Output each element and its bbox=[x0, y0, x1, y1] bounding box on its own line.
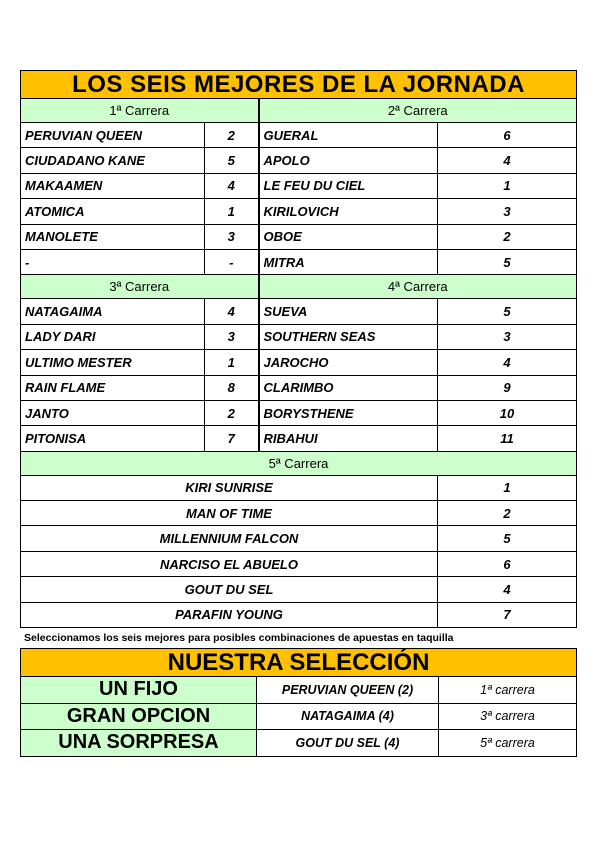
horse-number: 5 bbox=[438, 526, 577, 551]
race-5-header: 5ª Carrera bbox=[21, 451, 577, 475]
page-title: LOS SEIS MEJORES DE LA JORNADA bbox=[21, 71, 577, 99]
table-row bbox=[21, 526, 577, 551]
horse-name: BORYSTHENE bbox=[259, 400, 438, 425]
horse-name: LE FEU DU CIEL bbox=[259, 173, 438, 198]
table-row bbox=[21, 199, 577, 224]
table-row bbox=[21, 375, 577, 400]
horse-name: LADY DARI bbox=[21, 324, 205, 349]
table-row bbox=[21, 426, 577, 451]
horse-number: 2 bbox=[438, 224, 577, 249]
horse-name: KIRI SUNRISE bbox=[21, 475, 438, 500]
selection-table bbox=[20, 648, 577, 757]
horse-number: 9 bbox=[438, 375, 577, 400]
race-4-header: 4ª Carrera bbox=[259, 275, 577, 299]
selection-row bbox=[21, 730, 577, 757]
table-row bbox=[21, 475, 577, 500]
horse-number: 2 bbox=[205, 123, 259, 148]
table-row bbox=[21, 501, 577, 526]
horse-number: 1 bbox=[438, 173, 577, 198]
horse-number: 1 bbox=[438, 475, 577, 500]
horse-number: 3 bbox=[438, 324, 577, 349]
selection-label: UNA SORPRESA bbox=[21, 730, 257, 757]
selection-label: UN FIJO bbox=[21, 677, 257, 704]
races-1-2-body bbox=[21, 123, 577, 275]
horse-number: 5 bbox=[438, 249, 577, 274]
table-row bbox=[21, 551, 577, 576]
horse-name: PERUVIAN QUEEN bbox=[21, 123, 205, 148]
selection-row bbox=[21, 703, 577, 730]
horse-name: RIBAHUI bbox=[259, 426, 438, 451]
horse-name: CLARIMBO bbox=[259, 375, 438, 400]
table-row bbox=[21, 577, 577, 602]
horse-name: GOUT DU SEL bbox=[21, 577, 438, 602]
table-row bbox=[21, 324, 577, 349]
horse-number: 6 bbox=[438, 551, 577, 576]
selection-row bbox=[21, 677, 577, 704]
selection-title: NUESTRA SELECCIÓN bbox=[21, 649, 577, 677]
horse-number: 8 bbox=[205, 375, 259, 400]
horse-name: ATOMICA bbox=[21, 199, 205, 224]
horse-number: 5 bbox=[438, 299, 577, 324]
horse-name: ULTIMO MESTER bbox=[21, 350, 205, 375]
horse-name: MAKAAMEN bbox=[21, 173, 205, 198]
horse-name: PITONISA bbox=[21, 426, 205, 451]
horse-name: MITRA bbox=[259, 249, 438, 274]
horse-name: PARAFIN YOUNG bbox=[21, 602, 438, 627]
picks-table bbox=[20, 70, 577, 628]
horse-name: JAROCHO bbox=[259, 350, 438, 375]
table-row bbox=[21, 602, 577, 627]
horse-number: 7 bbox=[205, 426, 259, 451]
table-row bbox=[21, 148, 577, 173]
horse-number: 10 bbox=[438, 400, 577, 425]
race-5-body bbox=[21, 475, 577, 627]
horse-number: 3 bbox=[205, 324, 259, 349]
table-row bbox=[21, 299, 577, 324]
horse-number: 4 bbox=[438, 148, 577, 173]
horse-number: - bbox=[205, 249, 259, 274]
horse-name: MANOLETE bbox=[21, 224, 205, 249]
horse-number: 6 bbox=[438, 123, 577, 148]
horse-name: JANTO bbox=[21, 400, 205, 425]
horse-name: RAIN FLAME bbox=[21, 375, 205, 400]
horse-number: 2 bbox=[438, 501, 577, 526]
table-row bbox=[21, 350, 577, 375]
horse-number: 4 bbox=[438, 577, 577, 602]
horse-number: 1 bbox=[205, 199, 259, 224]
race-3-header: 3ª Carrera bbox=[21, 275, 259, 299]
horse-name: MAN OF TIME bbox=[21, 501, 438, 526]
horse-number: 1 bbox=[205, 350, 259, 375]
races-3-4-body bbox=[21, 299, 577, 451]
horse-name: NARCISO EL ABUELO bbox=[21, 551, 438, 576]
horse-number: 11 bbox=[438, 426, 577, 451]
table-row bbox=[21, 400, 577, 425]
selection-horse: NATAGAIMA (4) bbox=[257, 703, 439, 730]
horse-name: GUERAL bbox=[259, 123, 438, 148]
selection-label: GRAN OPCION bbox=[21, 703, 257, 730]
table-row bbox=[21, 249, 577, 274]
horse-name: NATAGAIMA bbox=[21, 299, 205, 324]
horse-name: APOLO bbox=[259, 148, 438, 173]
horse-name: MILLENNIUM FALCON bbox=[21, 526, 438, 551]
horse-name: OBOE bbox=[259, 224, 438, 249]
horse-name: SOUTHERN SEAS bbox=[259, 324, 438, 349]
race-1-header: 1ª Carrera bbox=[21, 99, 259, 123]
selection-race: 3ª carrera bbox=[439, 703, 577, 730]
selection-horse: GOUT DU SEL (4) bbox=[257, 730, 439, 757]
horse-number: 4 bbox=[205, 299, 259, 324]
horse-name: - bbox=[21, 249, 205, 274]
horse-number: 4 bbox=[438, 350, 577, 375]
selection-horse: PERUVIAN QUEEN (2) bbox=[257, 677, 439, 704]
horse-number: 3 bbox=[205, 224, 259, 249]
horse-number: 5 bbox=[205, 148, 259, 173]
selection-note: Seleccionamos los seis mejores para posibles combinaciones de apuestas en taquilla bbox=[24, 632, 454, 645]
horse-number: 2 bbox=[205, 400, 259, 425]
race-2-header: 2ª Carrera bbox=[259, 99, 577, 123]
table-row bbox=[21, 224, 577, 249]
selection-body bbox=[21, 677, 577, 757]
horse-number: 7 bbox=[438, 602, 577, 627]
horse-name: SUEVA bbox=[259, 299, 438, 324]
horse-number: 4 bbox=[205, 173, 259, 198]
table-row bbox=[21, 123, 577, 148]
horse-number: 3 bbox=[438, 199, 577, 224]
selection-race: 5ª carrera bbox=[439, 730, 577, 757]
table-row bbox=[21, 173, 577, 198]
selection-race: 1ª carrera bbox=[439, 677, 577, 704]
horse-name: CIUDADANO KANE bbox=[21, 148, 205, 173]
race-picks-sheet bbox=[20, 70, 576, 757]
horse-name: KIRILOVICH bbox=[259, 199, 438, 224]
